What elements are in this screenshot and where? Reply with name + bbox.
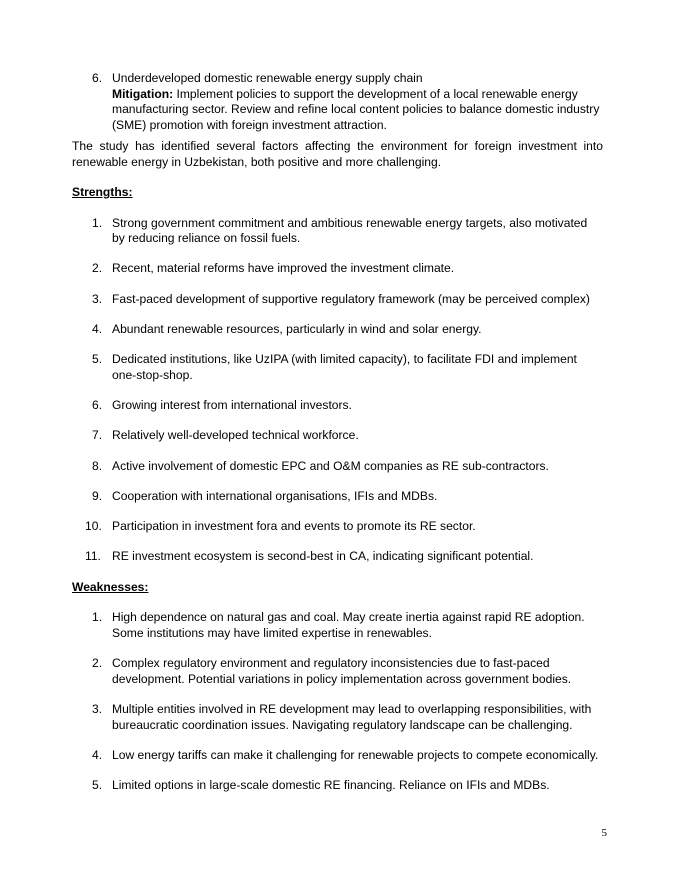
list-item-text: Participation in investment fora and events to promote its RE sector.	[112, 519, 476, 534]
list-item-number: 5.	[92, 778, 103, 793]
list-item	[72, 352, 603, 383]
list-item-text: Fast-paced development of supportive regulatory framework (may be perceived complex)	[112, 291, 590, 306]
list-item-number: 1.	[92, 215, 103, 230]
list-item-text: Multiple entities involved in RE development may lead to overlapping responsibilities, with bureaucratic coordination issues. Navigating regulatory landscape can be challenging.	[112, 702, 592, 732]
list-item-text: Abundant renewable resources, particularly in wind and solar energy.	[112, 321, 482, 336]
mitigation-text: Implement policies to support the development of a local renewable energy manufacturing sector. Review and refine local content policies to balance domestic industry (SME) promotion with foreign investment attraction.	[112, 86, 600, 132]
intro-list	[72, 71, 603, 133]
list-item-text: Complex regulatory environment and regulatory inconsistencies due to fast-paced development. Potential variations in policy implementation across government bodies.	[112, 656, 572, 686]
list-item	[72, 428, 603, 444]
list-item	[72, 292, 603, 308]
list-item	[72, 71, 603, 133]
list-item-text: Active involvement of domestic EPC and O&M companies as RE sub-contractors.	[112, 458, 549, 473]
list-item	[72, 489, 603, 505]
list-item-text: Relatively well-developed technical workforce.	[112, 428, 359, 443]
mitigation-label: Mitigation:	[112, 86, 174, 101]
list-item	[72, 549, 603, 565]
list-item	[72, 322, 603, 338]
list-item	[72, 398, 603, 414]
list-item	[72, 261, 603, 277]
list-item	[72, 778, 603, 794]
list-item-number: 4.	[92, 747, 103, 762]
list-item-number: 5.	[92, 352, 103, 367]
list-item-number: 11.	[85, 549, 101, 564]
list-item-text: Cooperation with international organisations, IFIs and MDBs.	[112, 488, 438, 503]
list-item-number: 9.	[92, 488, 103, 503]
list-item	[72, 748, 603, 764]
list-item-number: 6.	[92, 397, 103, 412]
list-item-number: 10.	[85, 519, 102, 534]
list-item	[72, 656, 603, 687]
list-item-title: Underdeveloped domestic renewable energy supply chain	[112, 71, 423, 85]
body-paragraph: The study has identified several factors affecting the environment for foreign investment into renewable energy in Uzbekistan, both positive and more challenging.	[72, 139, 603, 169]
list-item-text: Dedicated institutions, like UzIPA (with limited capacity), to facilitate FDI and implement one-stop-shop.	[112, 352, 577, 382]
weaknesses-list	[72, 610, 603, 793]
list-item-number: 2.	[92, 656, 103, 671]
list-item-text: Limited options in large-scale domestic RE financing. Reliance on IFIs and MDBs.	[112, 778, 550, 793]
list-item-number: 3.	[92, 291, 103, 306]
list-item-text: RE investment ecosystem is second-best in CA, indicating significant potential.	[112, 549, 534, 564]
list-item-number: 4.	[92, 321, 103, 336]
list-item-text: Strong government commitment and ambitious renewable energy targets, also motivated by reducing reliance on fossil fuels.	[112, 215, 588, 245]
list-item	[72, 216, 603, 247]
list-item-text: Low energy tariffs can make it challenging for renewable projects to compete economically.	[112, 747, 599, 762]
list-item-text: Recent, material reforms have improved the investment climate.	[112, 261, 455, 276]
list-item-text: High dependence on natural gas and coal. May create inertia against rapid RE adoption. Some institutions may have limited expertise in renewables.	[112, 610, 585, 640]
weaknesses-heading: Weaknesses:	[72, 579, 149, 594]
list-item	[72, 519, 603, 535]
list-item-number: 7.	[92, 428, 103, 443]
list-item	[72, 459, 603, 475]
mitigation-note	[112, 87, 603, 134]
list-item	[72, 702, 603, 733]
list-item	[72, 610, 603, 641]
list-item-number: 3.	[92, 702, 103, 717]
list-item-number: 8.	[92, 458, 103, 473]
strengths-heading: Strengths:	[72, 185, 133, 199]
page-number: 5	[601, 827, 607, 839]
strengths-list	[72, 216, 603, 565]
list-item-text: Growing interest from international investors.	[112, 397, 352, 412]
list-item-number: 1.	[92, 610, 103, 625]
page-content	[72, 71, 603, 794]
list-item-number: 6.	[92, 71, 103, 85]
list-item-number: 2.	[92, 261, 103, 276]
